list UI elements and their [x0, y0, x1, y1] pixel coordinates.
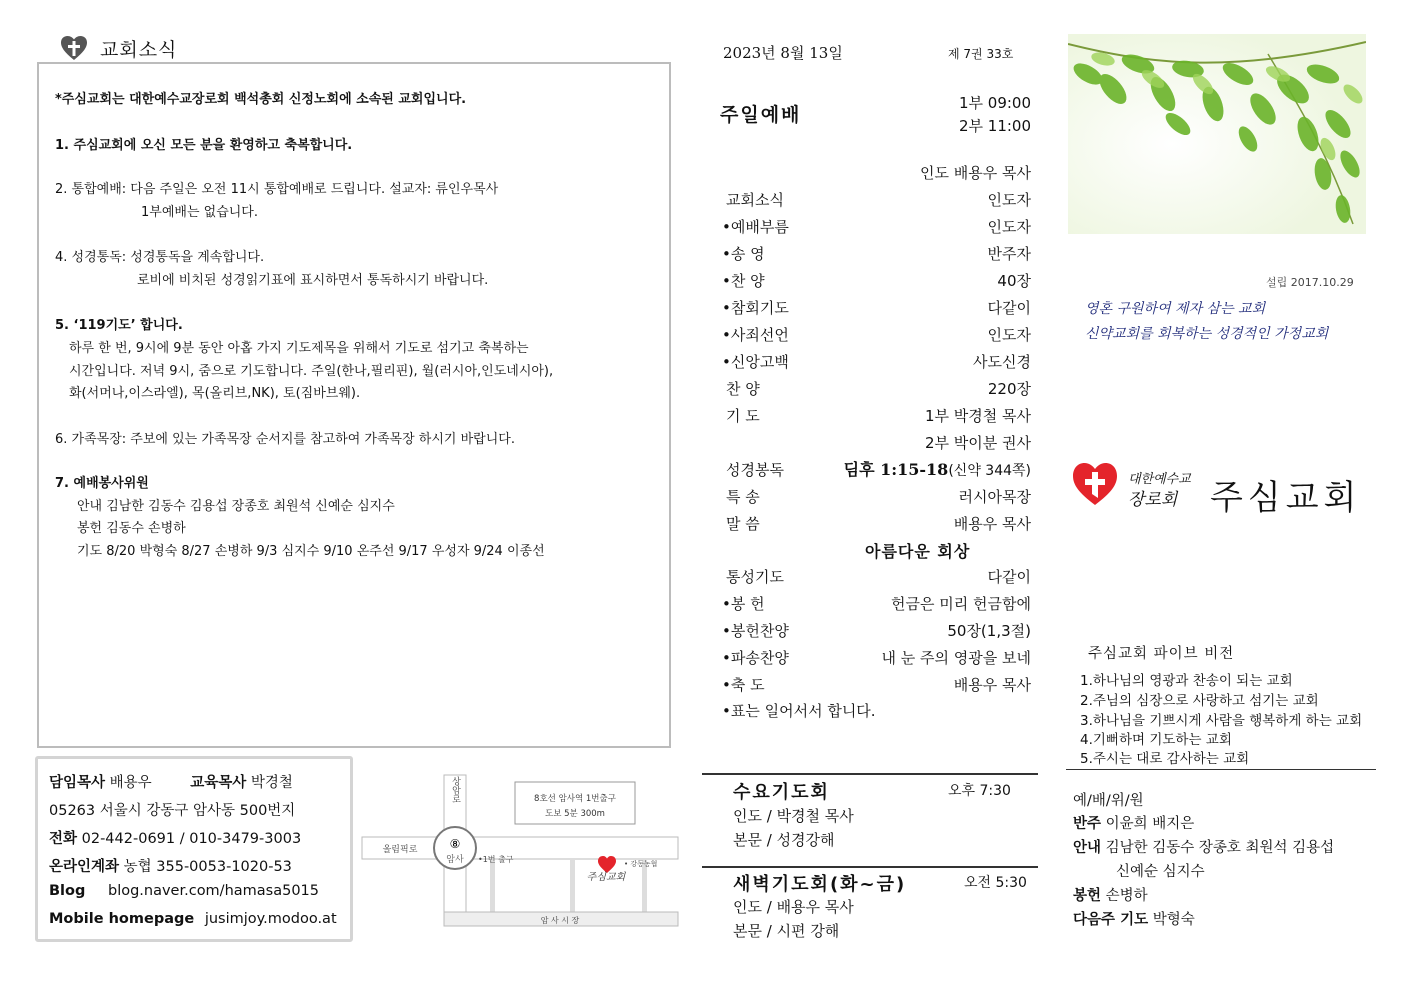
- sermon-title: 아름다운 회상: [865, 542, 971, 561]
- order-item: •사죄선언: [722, 326, 789, 344]
- news-line: 1. 주심교회에 오신 모든 분을 환영하고 축복합니다.: [55, 138, 353, 153]
- divider: [702, 773, 1038, 775]
- special: 러시아목장: [958, 488, 1031, 506]
- vision-item: 1.하나님의 영광과 찬송이 되는 교회: [1080, 673, 1293, 689]
- order-who: 40장: [997, 272, 1031, 290]
- address: 05263 서울시 강동구 암사동 500번지: [49, 803, 296, 819]
- news-line: *주심교회는 대한예수교장로회 백석총회 신정노회에 소속된 교회입니다.: [55, 92, 467, 107]
- news-header: [60, 34, 177, 62]
- accompanist-row: 반주 이윤희 배지은: [1073, 816, 1195, 832]
- dawn-leader: 인도 / 배용우 목사: [733, 898, 854, 916]
- dawn-title: 새벽기도회(화~금): [733, 874, 907, 895]
- reading-page: (신약 344쪽): [948, 463, 1031, 479]
- order-item: •봉 헌: [722, 595, 765, 613]
- order-who: 인도자: [987, 326, 1031, 344]
- wednesday-text: 본문 / 성경강해: [733, 831, 835, 849]
- order-item: 찬 양: [726, 380, 760, 398]
- wednesday-title: 수요기도회: [733, 782, 830, 803]
- vision-item: 4.기뻐하며 기도하는 교회: [1080, 732, 1232, 748]
- bank-label: • 강동농협: [624, 860, 658, 868]
- worship-leader: 인도 배용우 목사: [920, 164, 1031, 182]
- usher-row-2: 신예순 심지수: [1116, 864, 1205, 880]
- news-line: 안내 김남한 김동수 김용섭 장종호 최원석 신예순 심지수: [77, 499, 395, 514]
- reading-row: [844, 457, 1031, 480]
- divider: [1066, 769, 1376, 770]
- pastor-row: 담임목사 배용우 교육목사 박경철: [49, 775, 293, 791]
- order-item: •봉헌찬양: [722, 622, 789, 640]
- dawn-time: 오전 5:30: [964, 875, 1027, 891]
- logo-small-1: 대한예수교: [1128, 472, 1191, 487]
- sermon-preacher: 배용우 목사: [953, 515, 1031, 533]
- usher-row: 안내 김남한 김동수 장종호 최원석 김용섭: [1073, 840, 1335, 856]
- blog-link[interactable]: blog.naver.com/hamasa5015: [107, 883, 319, 899]
- news-line: 기도 8/20 박형숙 8/27 손병하 9/3 심지수 9/10 온주선 9/17 우성자 9/24 이종선: [77, 544, 545, 559]
- heart-cross-icon: [60, 35, 88, 61]
- news-line: 로비에 비치된 성경읽기표에 표시하면서 통독하시기 바랍니다.: [137, 273, 489, 288]
- news-title: 교회소식: [100, 38, 178, 61]
- road-label-horizontal: 올림픽로: [382, 845, 418, 855]
- heart-cross-logo-icon: [1072, 462, 1118, 506]
- church-logo: [1072, 462, 1372, 522]
- order-item: 기 도: [726, 407, 760, 425]
- bulletin-volume: 제 7권 33호: [948, 47, 1014, 61]
- sermon-label: 말 씀: [726, 515, 760, 533]
- service-time-1: 1부 09:00: [958, 94, 1031, 112]
- order-who: 인도자: [987, 191, 1031, 209]
- worship-title: 주일예배: [720, 104, 802, 126]
- order-who: 사도신경: [973, 353, 1031, 371]
- news-line: 5. ‘119기도’ 합니다.: [55, 318, 183, 333]
- order-item: •송 영: [722, 245, 765, 263]
- news-box: [37, 62, 671, 748]
- motto-line-2: 신약교회를 회복하는 성경적인 가정교회: [1085, 326, 1329, 342]
- wednesday-time: 오후 7:30: [948, 783, 1011, 799]
- special-label: 특 송: [726, 488, 760, 506]
- duty-title: 예/배/위/원: [1073, 793, 1144, 809]
- news-line: 4. 성경통독: 성경통독을 계속합니다.: [55, 250, 265, 265]
- order-who: 다같이: [987, 299, 1031, 317]
- market-label: 암 사 시 장: [540, 916, 580, 925]
- order-item: •축 도: [722, 676, 765, 694]
- church-map-label: 주심교회: [586, 872, 626, 883]
- next-prayer-row: 다음주 기도 박형숙: [1073, 912, 1195, 928]
- order-who: 내 눈 주의 영광을 보네: [881, 649, 1031, 667]
- news-line: 화(서머나,이스라엘), 목(올리브,NK), 토(짐바브웨).: [69, 386, 361, 401]
- order-who: 50장(1,3절): [947, 622, 1031, 640]
- reading-label: 성경봉독: [726, 461, 784, 479]
- news-line: 2. 통합예배: 다음 주일은 오전 11시 통합예배로 드립니다. 설교자: 류인우목사: [55, 182, 499, 197]
- order-who: 220장: [987, 380, 1031, 398]
- dawn-text: 본문 / 시편 강해: [733, 922, 840, 940]
- offering-row: 봉헌 손병하: [1073, 888, 1148, 904]
- vision-item: 5.주시는 대로 감사하는 교회: [1080, 751, 1250, 767]
- prayer-2: 2부 박이분 권사: [924, 434, 1031, 452]
- order-who: 헌금은 미리 헌금함에: [891, 595, 1031, 613]
- logo-small-2: 장로회: [1128, 490, 1178, 510]
- order-who: 1부 박경철 목사: [924, 407, 1031, 425]
- vision-title: 주심교회 파이브 비전: [1088, 646, 1235, 662]
- order-item: •찬 양: [722, 272, 765, 290]
- station-name: 암사: [446, 855, 464, 865]
- reading-ref: 딤후 1:15-18: [843, 460, 949, 479]
- stand-note: •표는 일어서서 합니다.: [722, 702, 876, 720]
- news-line: 1부예배는 없습니다.: [141, 205, 258, 220]
- station-number: ⑧: [449, 837, 461, 851]
- order-item: •신앙고백: [722, 353, 789, 371]
- order-item: •참회기도: [722, 299, 789, 317]
- order-who: 반주자: [987, 245, 1031, 263]
- service-time-2: 2부 11:00: [958, 117, 1031, 135]
- location-map: [360, 770, 680, 935]
- order-who: 인도자: [987, 218, 1031, 236]
- vision-item: 3.하나님을 기쁘시게 사람을 행복하게 하는 교회: [1080, 713, 1363, 729]
- order-item: •예배부름: [722, 218, 789, 236]
- mobile-row: Mobile homepage jusimjoy.modoo.at: [49, 911, 337, 927]
- bulletin-date: 2023년 8월 13일: [723, 44, 843, 62]
- svg-text:도보 5분 300m: 도보 5분 300m: [545, 809, 605, 819]
- church-marker-icon: [598, 856, 616, 873]
- divider: [702, 866, 1038, 868]
- news-line: 7. 예배봉사위원: [55, 476, 149, 491]
- founded-date: 설립 2017.10.29: [1266, 276, 1354, 289]
- exit-label: •1번 출구: [478, 855, 514, 864]
- news-line: 6. 가족목장: 주보에 있는 가족목장 순서지를 참고하여 가족목장 하시기 바랍니다.: [55, 432, 515, 447]
- order-item: •파송찬양: [722, 649, 789, 667]
- mobile-link[interactable]: jusimjoy.modoo.at: [204, 911, 337, 927]
- news-line: 봉헌 김동수 손병하: [77, 521, 186, 536]
- phone-row: 전화 02-442-0691 / 010-3479-3003: [49, 831, 302, 847]
- account-row: 온라인계좌 농협 355-0053-1020-53: [49, 859, 292, 875]
- order-item: 교회소식: [726, 191, 784, 209]
- order-item: 통성기도: [726, 568, 784, 586]
- order-who: 다같이: [987, 568, 1031, 586]
- church-info-box: [35, 756, 353, 942]
- news-line: 하루 한 번, 9시에 9분 동안 아홉 가지 기도제목을 위해서 기도로 섬기고 축복하는: [69, 341, 529, 356]
- blog-row: Blog blog.naver.com/hamasa5015: [49, 883, 319, 899]
- news-line: 시간입니다. 저녁 9시, 줌으로 기도합니다. 주일(한나,필리핀), 월(러시아,인도네시아),: [69, 364, 554, 379]
- svg-text:8호선 암사역 1번출구: 8호선 암사역 1번출구: [534, 794, 616, 804]
- wednesday-leader: 인도 / 박경철 목사: [733, 807, 854, 825]
- road-label-vertical: 상암로: [450, 776, 460, 804]
- logo-big: 주심교회: [1210, 478, 1362, 518]
- order-who: 배용우 목사: [953, 676, 1031, 694]
- motto-line-1: 영혼 구원하여 제자 삼는 교회: [1085, 301, 1266, 317]
- leaves-illustration: [1068, 34, 1366, 234]
- vision-item: 2.주님의 심장으로 사랑하고 섬기는 교회: [1080, 693, 1319, 709]
